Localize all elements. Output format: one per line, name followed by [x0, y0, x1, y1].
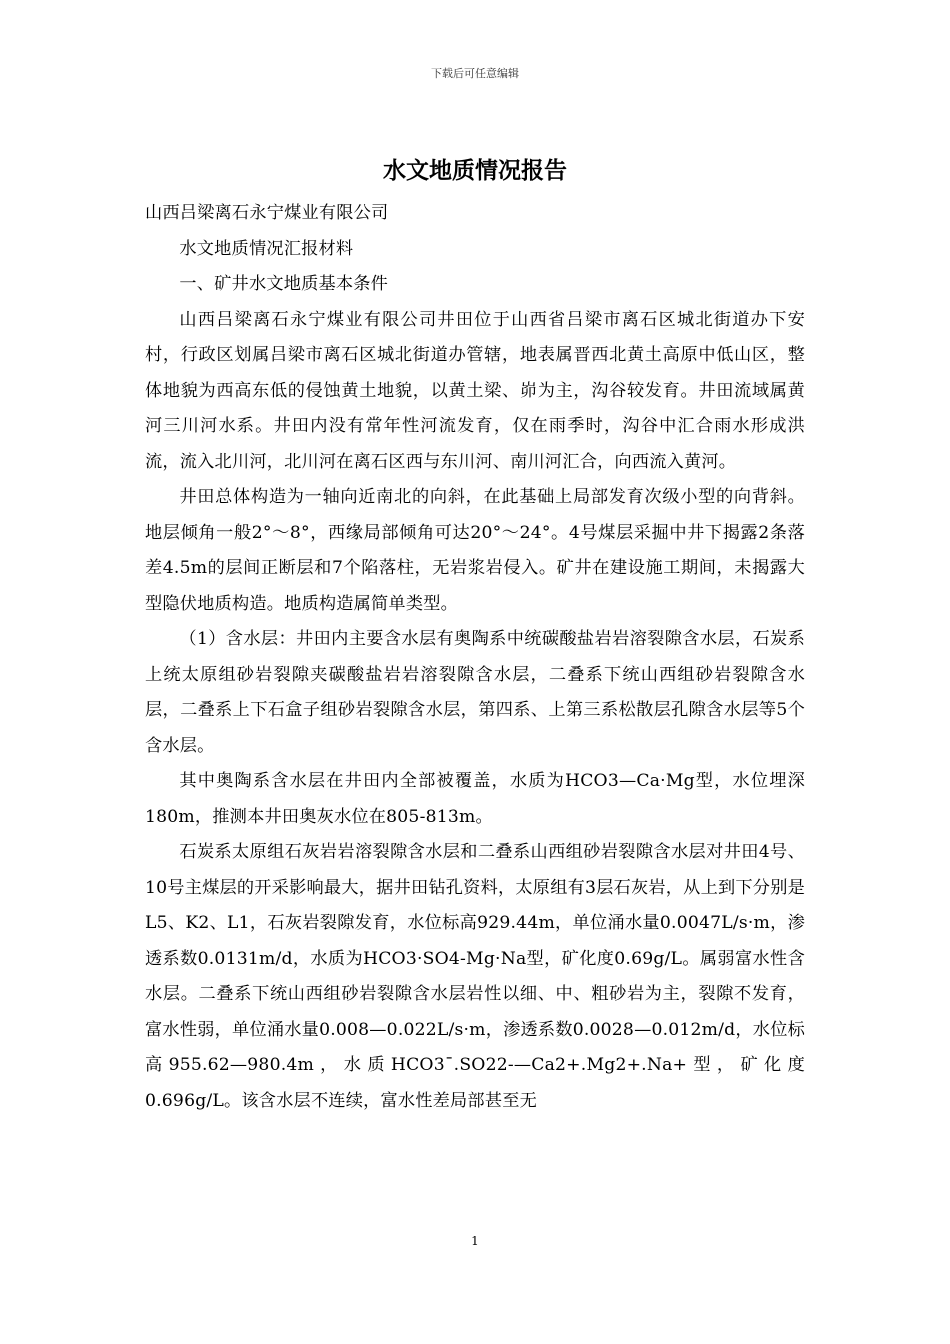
document-body [145, 196, 805, 1119]
section-heading: 一、矿井水文地质基本条件 [179, 274, 389, 294]
paragraph-location: 山西吕梁离石永宁煤业有限公司井田位于山西省吕梁市离石区城北街道办下安村，行政区划属吕梁市离石区城北街道办管辖，地表属晋西北黄土高原中低山区，整体地貌为西高东低的侵蚀黄土地貌，以黄土梁、峁为主，沟谷较发育。井田流域属黄河三川河水系。井田内没有常年性河流发育，仅在雨季时，沟谷中汇合雨水形成洪流，流入北川河，北川河在离石区西与东川河、南川河汇合，向西流入黄河。 [145, 309, 805, 472]
paragraph-carboniferous: 石炭系太原组石灰岩岩溶裂隙含水层和二叠系山西组砂岩裂隙含水层对井田4号、10号主煤层的开采影响最大，据井田钻孔资料，太原组有3层石灰岩，从上到下分别是L5、K2、L1，石灰岩裂隙发育，水位标高929.44m，单位涌水量0.0047L/s·m，渗透系数0.0131m/d，水质为HCO3·SO4-Mg·Na型，矿化度0.69g/L。属弱富水性含水层。二叠系下统山西组砂岩裂隙含水层岩性以细、中、粗砂岩为主，裂隙不发育，富水性弱，单位涌水量0.008—0.022L/s·m，渗透系数0.0028—0.012m/d，水位标高955.62—980.4m，水质HCO3ˉ.SO22-—Ca2+.Mg2+.Na+型，矿化度0.696g/L。该含水层不连续，富水性差局部甚至无 [145, 842, 805, 1111]
page-number: 1 [471, 1234, 479, 1248]
paragraph-ordovician: 其中奥陶系含水层在井田内全部被覆盖，水质为HCO3—Ca·Mg型，水位埋深180m，推测本井田奥灰水位在805-813m。 [145, 771, 805, 827]
document-title: 水文地质情况报告 [383, 158, 567, 184]
header-note: 下载后可任意编辑 [431, 67, 519, 80]
paragraph-subtitle: 水文地质情况汇报材料 [179, 238, 354, 259]
paragraph-aquifers: （1）含水层：井田内主要含水层有奥陶系中统碳酸盐岩岩溶裂隙含水层，石炭系上统太原组砂岩裂隙夹碳酸盐岩岩溶裂隙含水层，二叠系下统山西组砂岩裂隙含水层，二叠系上下石盒子组砂岩裂隙含水层，第四系、上第三系松散层孔隙含水层等5个含水层。 [145, 629, 805, 756]
company-name: 山西吕梁离石永宁煤业有限公司 [145, 203, 389, 223]
paragraph-structure: 井田总体构造为一轴向近南北的向斜，在此基础上局部发育次级小型的向背斜。地层倾角一般2°～8°，西缘局部倾角可达20°～24°。4号煤层采掘中井下揭露2条落差4.5m的层间正断层和7个陷落柱，无岩浆岩侵入。矿井在建设施工期间，未揭露大型隐伏地质构造。地质构造属简单类型。 [145, 487, 805, 614]
